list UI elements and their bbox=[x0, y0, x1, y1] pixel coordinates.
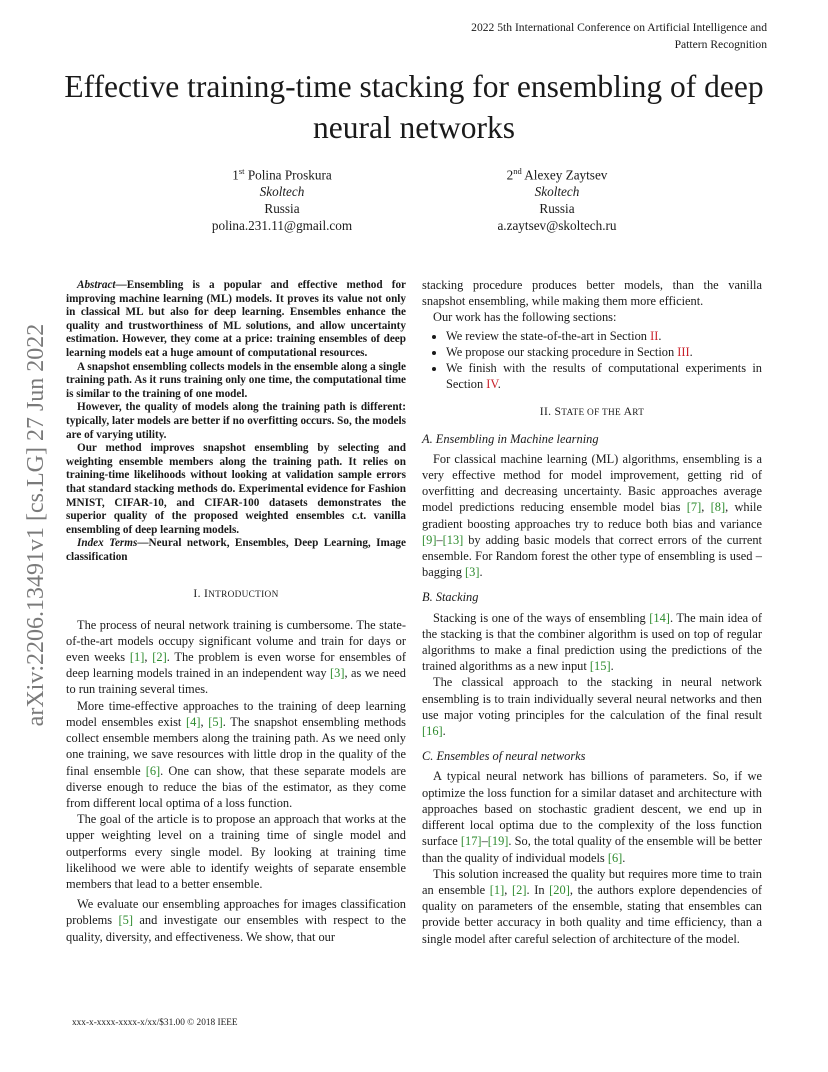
arxiv-identifier: arXiv:2206.13491v1 [cs.LG] 27 Jun 2022 bbox=[23, 323, 49, 727]
author-2-ordinal: 2 bbox=[506, 167, 514, 183]
copyright-footer: xxx-x-xxxx-xxxx-x/xx/$31.00 © 2018 IEEE bbox=[72, 1018, 238, 1028]
citation-link[interactable]: [1] bbox=[489, 882, 505, 897]
author-1 bbox=[152, 163, 412, 234]
abstract-paragraph-4: Our method improves snapshot ensembling by selecting and weighting ensemble members along the training path. It relies on training-time likelihoods without looking at validation sample errors that standard stacking methods do. Experimental evidence for Fashion MNIST, CIFAR-10, and CIFAR-100 datasets demonstrates the superior quality of the proposed weighted ensembles c.t. vanilla ensembling of deep learning models. bbox=[66, 442, 406, 536]
section-link[interactable]: III bbox=[677, 344, 690, 359]
intro-paragraph-4: We evaluate our ensembling approaches for images classification problems [5] and investigate our ensembles with respect to the quality, diversity, and effectiveness. We show, that our bbox=[66, 897, 406, 944]
author-1-email: polina.231.11@gmail.com bbox=[211, 218, 353, 234]
sections-intro: Our work has the following sections: bbox=[433, 310, 617, 325]
list-item: • We review the state-of-the-art in Section II. bbox=[446, 328, 762, 344]
citation-link[interactable]: [19] bbox=[487, 834, 509, 849]
citation-link[interactable]: [3] bbox=[465, 565, 480, 580]
citation-link[interactable]: [20] bbox=[549, 882, 570, 897]
author-1-country: Russia bbox=[264, 201, 300, 217]
citation-link[interactable]: [17] bbox=[460, 834, 482, 849]
section-link[interactable]: II bbox=[650, 328, 659, 343]
paper-title: Effective training-time stacking for ensembling of deep neural networks bbox=[64, 69, 764, 145]
introduction-initial: I bbox=[203, 587, 209, 601]
citation-link[interactable]: [14] bbox=[649, 610, 670, 625]
conference-header bbox=[347, 19, 767, 53]
abstract-paragraph-3: However, the quality of models along the training path is different: typically, later models are better if no overfitting occurs. So, the models are of varying utility. bbox=[66, 401, 406, 441]
abstract-paragraph-2: A snapshot ensembling collects models in the ensemble along a single training path. As it runs training only one time, the computational time is similar to the training of one model. bbox=[66, 360, 406, 400]
paragraph-stacking-1: Stacking is one of the ways of ensembling [14]. The main idea of the stacking is that the combiner algorithm is used on top of regular algorithms to make a final prediction using the predictions of the trained algorithms as a new input [15]. bbox=[422, 610, 763, 674]
abstract-text-1: —Ensembling is a popular and effective method for improving machine learning (ML) models. It proves its value not only in classical ML but also for deep learning. Ensembles enhance the quality and trustworthiness of ML solutions, and allow uncertainty estimation. However, they come at a price: training ensembles of deep learning models eat a huge amount of computational resources. bbox=[66, 279, 406, 359]
author-2 bbox=[427, 163, 687, 234]
citation-link[interactable]: [8] bbox=[710, 500, 726, 515]
index-terms-text: —Neural network, Ensembles, Deep Learning, Image classification bbox=[66, 537, 406, 563]
section-link[interactable]: IV bbox=[486, 377, 498, 392]
abstract-label: Abstract bbox=[77, 279, 116, 291]
author-1-ordinal: 1 bbox=[232, 167, 239, 183]
author-2-ordinal-suffix: nd bbox=[513, 166, 522, 176]
introduction-heading bbox=[66, 586, 406, 603]
paragraph-ensembles-2: This solution increased the quality but requires more time to train an ensemble [1], [2]. In [20], the authors explore dependencies of quality on parameters of the ensemble, stating that ensembles can provide better accuracy in both quality and time efficiency, than a single model after careful selection of architecture of the model. bbox=[422, 866, 762, 946]
author-1-ordinal-suffix: st bbox=[238, 166, 245, 176]
right-column bbox=[422, 277, 762, 947]
author-2-affiliation: Skoltech bbox=[534, 184, 580, 200]
citation-link[interactable]: [16] bbox=[422, 724, 443, 739]
citation-link[interactable]: [2] bbox=[152, 650, 167, 665]
conference-line-1: 2022 5th International Conference on Artificial Intelligence and bbox=[471, 21, 767, 34]
introduction-rest: NTRODUCTION bbox=[208, 590, 279, 601]
author-2-country: Russia bbox=[539, 201, 575, 217]
citation-link[interactable]: [15] bbox=[589, 659, 611, 674]
subsection-c-heading: C. Ensembles of neural networks bbox=[422, 749, 586, 764]
author-2-email: a.zaytsev@skoltech.ru bbox=[497, 218, 617, 234]
paragraph-ensembling: For classical machine learning (ML) algorithms, ensembling is a very effective method for model improvement, getting rid of overfitting and decreasing uncertainty. Basic approaches average model predictions reducing ensemble model bias [7], [8], while gradient boosting approaches try to reduce both bias and variance [9]–[13] by adding basic models that correct errors of the current ensemble. For Random forest the other type of ensembling is used – bagging [3]. bbox=[422, 451, 763, 580]
citation-link[interactable]: [6] bbox=[607, 850, 623, 865]
paragraph-ensembles-1: A typical neural network has billions of parameters. So, if we optimize the loss function for a similar dataset and architecture with approaches based on stochastic gradient descent, we end up in different local optima due to the complexity of the loss function surface [17]–[19]. So, the total quality of the ensemble will be better than the quality of individual models [6]. bbox=[422, 769, 762, 865]
citation-link[interactable]: [5] bbox=[208, 714, 223, 729]
citation-link[interactable]: [7] bbox=[686, 500, 702, 515]
citation-link[interactable]: [6] bbox=[145, 763, 161, 778]
intro-paragraph-3: The goal of the article is to propose an approach that works at the upper weighting level on a training time of single model and outperforms every single model. By looking at training time likelihood we were able to identify weights of separate ensemble members that lead to a better ensemble. bbox=[66, 812, 406, 891]
conference-line-2: Pattern Recognition bbox=[674, 38, 767, 51]
introduction-number: I. bbox=[193, 587, 204, 601]
intro-continuation: stacking procedure produces better models, than the vanilla snapshot ensembling, while making them more efficient. bbox=[422, 278, 762, 309]
list-item: • We finish with the results of computational experiments in Section IV. bbox=[446, 360, 762, 392]
citation-link[interactable]: [3] bbox=[330, 666, 345, 681]
index-terms bbox=[66, 537, 406, 564]
subsection-a-heading: A. Ensembling in Machine learning bbox=[422, 431, 599, 446]
intro-paragraph-1: The process of neural network training is cumbersome. The state-of-the-art models occupy significant volume and train for days or even weeks [1], [2]. The problem is even worse for ensembles of deep learning models trained in an independent way [3], as we need to run training several times. bbox=[66, 617, 407, 697]
paragraph-stacking-2: The classical approach to the stacking in neural network ensembling is to train individually several neural networks and then use major voting principles for the calculation of the final result [16]. bbox=[422, 675, 762, 739]
author-1-name: Polina Proskura bbox=[247, 167, 332, 183]
citation-link[interactable]: [9] bbox=[422, 532, 437, 547]
index-terms-label: Index Terms bbox=[77, 537, 138, 550]
left-column bbox=[66, 279, 406, 945]
author-1-affiliation: Skoltech bbox=[259, 184, 305, 200]
list-item: • We propose our stacking procedure in Section III. bbox=[446, 344, 762, 360]
citation-link[interactable]: [4] bbox=[186, 714, 201, 729]
citation-link[interactable]: [5] bbox=[118, 913, 133, 928]
author-2-name: Alexey Zaytsev bbox=[524, 167, 608, 183]
citation-link[interactable]: [2] bbox=[512, 882, 527, 897]
sections-list bbox=[422, 328, 762, 393]
citation-link[interactable]: [1] bbox=[129, 650, 145, 665]
section-2-heading: II. STATE OF THE ART bbox=[539, 405, 645, 419]
abstract-paragraph-1 bbox=[66, 279, 406, 361]
citation-link[interactable]: [13] bbox=[442, 532, 464, 547]
subsection-b-heading: B. Stacking bbox=[422, 590, 479, 605]
intro-paragraph-2: More time-effective approaches to the training of deep learning model ensembles exist [4], [5]. The snapshot ensembling methods collect ensemble members along the training path. As we need only one training, we save resources with little drop in the quality of the final ensemble [6]. One can show, that these separate models are diverse enough to reduce the bias of the estimator, as they come from different local optima of a loss function. bbox=[66, 698, 407, 810]
